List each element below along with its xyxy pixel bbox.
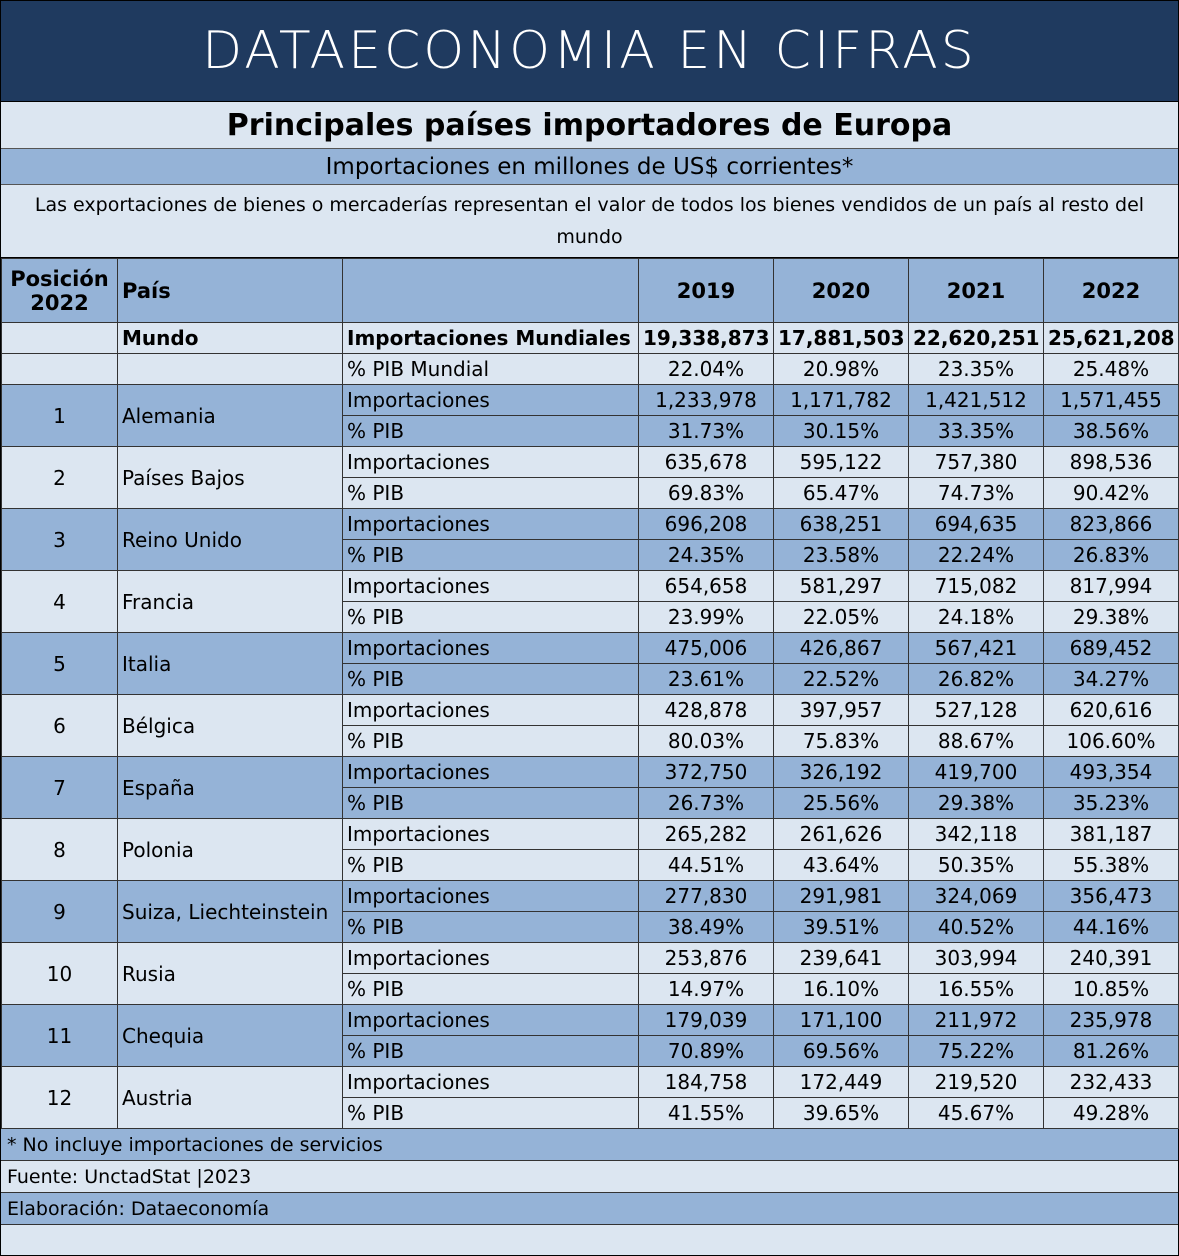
gdp-value: 75.83%: [774, 726, 909, 757]
gdp-label: % PIB: [343, 416, 639, 447]
imports-value: 898,536: [1044, 447, 1179, 478]
gdp-value: 30.15%: [774, 416, 909, 447]
gdp-label: % PIB: [343, 1036, 639, 1067]
gdp-value: 44.16%: [1044, 912, 1179, 943]
imports-value: 620,616: [1044, 695, 1179, 726]
imports-value: 324,069: [909, 881, 1044, 912]
gdp-value: 69.56%: [774, 1036, 909, 1067]
banner-title: DATAECONOMIA EN CIFRAS: [1, 1, 1178, 102]
country-position: 11: [2, 1005, 118, 1067]
imports-value: 493,354: [1044, 757, 1179, 788]
gdp-value: 23.58%: [774, 540, 909, 571]
imports-label: Importaciones: [343, 509, 639, 540]
gdp-value: 23.61%: [639, 664, 774, 695]
gdp-value: 14.97%: [639, 974, 774, 1005]
header-position-line1: Posición: [10, 266, 109, 291]
world-name-empty: [118, 354, 343, 385]
world-gdp-value: 25.48%: [1044, 354, 1179, 385]
imports-value: 694,635: [909, 509, 1044, 540]
country-imports-row: [2, 695, 1179, 726]
imports-value: 211,972: [909, 1005, 1044, 1036]
imports-value: 179,039: [639, 1005, 774, 1036]
header-position-line2: 2022: [30, 290, 89, 315]
gdp-label: % PIB: [343, 850, 639, 881]
gdp-value: 49.28%: [1044, 1098, 1179, 1129]
imports-value: 239,641: [774, 943, 909, 974]
gdp-value: 31.73%: [639, 416, 774, 447]
gdp-value: 16.10%: [774, 974, 909, 1005]
header-year: 2021: [909, 259, 1044, 323]
header-position: [2, 259, 118, 323]
world-gdp-row: [2, 354, 1179, 385]
country-position: 6: [2, 695, 118, 757]
country-position: 7: [2, 757, 118, 819]
gdp-value: 38.56%: [1044, 416, 1179, 447]
imports-label: Importaciones: [343, 943, 639, 974]
imports-value: 475,006: [639, 633, 774, 664]
imports-label: Importaciones: [343, 757, 639, 788]
imports-value: 277,830: [639, 881, 774, 912]
imports-value: 757,380: [909, 447, 1044, 478]
imports-value: 696,208: [639, 509, 774, 540]
world-imports-value: 25,621,208: [1044, 323, 1179, 354]
gdp-value: 10.85%: [1044, 974, 1179, 1005]
gdp-label: % PIB: [343, 478, 639, 509]
imports-value: 1,421,512: [909, 385, 1044, 416]
imports-value: 232,433: [1044, 1067, 1179, 1098]
gdp-value: 75.22%: [909, 1036, 1044, 1067]
gdp-value: 50.35%: [909, 850, 1044, 881]
gdp-label: % PIB: [343, 1098, 639, 1129]
gdp-value: 22.05%: [774, 602, 909, 633]
country-imports-row: [2, 757, 1179, 788]
world-position: [2, 323, 118, 354]
country-name: Chequia: [118, 1005, 343, 1067]
imports-value: 1,233,978: [639, 385, 774, 416]
country-imports-row: [2, 633, 1179, 664]
gdp-value: 26.82%: [909, 664, 1044, 695]
gdp-value: 43.64%: [774, 850, 909, 881]
imports-label: Importaciones: [343, 881, 639, 912]
country-name: Suiza, Liechteinstein: [118, 881, 343, 943]
imports-value: 326,192: [774, 757, 909, 788]
gdp-value: 81.26%: [1044, 1036, 1179, 1067]
gdp-label: % PIB: [343, 974, 639, 1005]
imports-value: 172,449: [774, 1067, 909, 1098]
gdp-value: 16.55%: [909, 974, 1044, 1005]
imports-value: 291,981: [774, 881, 909, 912]
imports-value: 381,187: [1044, 819, 1179, 850]
imports-value: 235,978: [1044, 1005, 1179, 1036]
country-imports-row: [2, 509, 1179, 540]
imports-label: Importaciones: [343, 633, 639, 664]
gdp-value: 39.51%: [774, 912, 909, 943]
gdp-value: 70.89%: [639, 1036, 774, 1067]
country-imports-row: [2, 819, 1179, 850]
country-name: España: [118, 757, 343, 819]
world-imports-value: 22,620,251: [909, 323, 1044, 354]
country-imports-row: [2, 1005, 1179, 1036]
world-gdp-value: 22.04%: [639, 354, 774, 385]
country-imports-row: [2, 385, 1179, 416]
gdp-value: 25.56%: [774, 788, 909, 819]
imports-label: Importaciones: [343, 695, 639, 726]
imports-value: 219,520: [909, 1067, 1044, 1098]
gdp-label: % PIB: [343, 788, 639, 819]
gdp-value: 65.47%: [774, 478, 909, 509]
country-name: Alemania: [118, 385, 343, 447]
imports-value: 527,128: [909, 695, 1044, 726]
table-description: Las exportaciones de bienes o mercaderías representan el valor de todos los bienes vendidos de un país al resto del mundo: [1, 185, 1178, 258]
imports-value: 303,994: [909, 943, 1044, 974]
world-name: Mundo: [118, 323, 343, 354]
country-position: 1: [2, 385, 118, 447]
imports-value: 428,878: [639, 695, 774, 726]
imports-value: 817,994: [1044, 571, 1179, 602]
gdp-value: 23.99%: [639, 602, 774, 633]
gdp-label: % PIB: [343, 664, 639, 695]
imports-value: 419,700: [909, 757, 1044, 788]
imports-label: Importaciones: [343, 385, 639, 416]
country-position: 10: [2, 943, 118, 1005]
imports-value: 581,297: [774, 571, 909, 602]
gdp-value: 26.83%: [1044, 540, 1179, 571]
gdp-value: 29.38%: [1044, 602, 1179, 633]
gdp-value: 74.73%: [909, 478, 1044, 509]
country-imports-row: [2, 447, 1179, 478]
country-position: 8: [2, 819, 118, 881]
country-imports-row: [2, 571, 1179, 602]
gdp-label: % PIB: [343, 726, 639, 757]
gdp-value: 69.83%: [639, 478, 774, 509]
world-imports-row: [2, 323, 1179, 354]
country-imports-row: [2, 1067, 1179, 1098]
country-name: Países Bajos: [118, 447, 343, 509]
gdp-label: % PIB: [343, 912, 639, 943]
header-year: 2020: [774, 259, 909, 323]
imports-value: 265,282: [639, 819, 774, 850]
world-position: [2, 354, 118, 385]
imports-value: 1,571,455: [1044, 385, 1179, 416]
gdp-value: 106.60%: [1044, 726, 1179, 757]
imports-value: 1,171,782: [774, 385, 909, 416]
world-imports-value: 19,338,873: [639, 323, 774, 354]
footer-credit: Elaboración: Dataeconomía: [1, 1193, 1178, 1225]
gdp-value: 26.73%: [639, 788, 774, 819]
country-name: Francia: [118, 571, 343, 633]
imports-value: 372,750: [639, 757, 774, 788]
imports-value: 253,876: [639, 943, 774, 974]
imports-value: 823,866: [1044, 509, 1179, 540]
gdp-value: 22.52%: [774, 664, 909, 695]
table-subtitle: Importaciones en millones de US$ corrientes*: [1, 149, 1178, 185]
imports-label: Importaciones: [343, 1005, 639, 1036]
gdp-value: 44.51%: [639, 850, 774, 881]
gdp-label: % PIB: [343, 602, 639, 633]
country-position: 9: [2, 881, 118, 943]
header-year: 2019: [639, 259, 774, 323]
country-position: 12: [2, 1067, 118, 1129]
country-position: 4: [2, 571, 118, 633]
gdp-value: 41.55%: [639, 1098, 774, 1129]
gdp-value: 45.67%: [909, 1098, 1044, 1129]
gdp-value: 35.23%: [1044, 788, 1179, 819]
footer-note: * No incluye importaciones de servicios: [1, 1129, 1178, 1161]
header-year: 2022: [1044, 259, 1179, 323]
gdp-value: 34.27%: [1044, 664, 1179, 695]
imports-value: 715,082: [909, 571, 1044, 602]
country-name: Rusia: [118, 943, 343, 1005]
gdp-value: 39.65%: [774, 1098, 909, 1129]
gdp-value: 55.38%: [1044, 850, 1179, 881]
imports-value: 595,122: [774, 447, 909, 478]
gdp-value: 38.49%: [639, 912, 774, 943]
world-imports-value: 17,881,503: [774, 323, 909, 354]
country-imports-row: [2, 943, 1179, 974]
world-gdp-value: 20.98%: [774, 354, 909, 385]
table-title: Principales países importadores de Europa: [1, 102, 1178, 149]
world-gdp-value: 23.35%: [909, 354, 1044, 385]
imports-label: Importaciones: [343, 447, 639, 478]
header-row: [2, 259, 1179, 323]
imports-value: 397,957: [774, 695, 909, 726]
gdp-value: 88.67%: [909, 726, 1044, 757]
gdp-value: 24.18%: [909, 602, 1044, 633]
country-position: 5: [2, 633, 118, 695]
gdp-value: 29.38%: [909, 788, 1044, 819]
imports-label: Importaciones: [343, 1067, 639, 1098]
imports-label: Importaciones: [343, 571, 639, 602]
imports-value: 171,100: [774, 1005, 909, 1036]
gdp-value: 90.42%: [1044, 478, 1179, 509]
footer-source: Fuente: UnctadStat |2023: [1, 1161, 1178, 1193]
country-imports-row: [2, 881, 1179, 912]
world-gdp-label: % PIB Mundial: [343, 354, 639, 385]
imports-table: [1, 258, 1179, 1129]
gdp-value: 40.52%: [909, 912, 1044, 943]
imports-value: 261,626: [774, 819, 909, 850]
imports-value: 426,867: [774, 633, 909, 664]
imports-value: 567,421: [909, 633, 1044, 664]
imports-value: 240,391: [1044, 943, 1179, 974]
imports-label: Importaciones: [343, 819, 639, 850]
country-position: 3: [2, 509, 118, 571]
imports-value: 356,473: [1044, 881, 1179, 912]
gdp-value: 80.03%: [639, 726, 774, 757]
header-indicator: [343, 259, 639, 323]
gdp-value: 33.35%: [909, 416, 1044, 447]
imports-value: 689,452: [1044, 633, 1179, 664]
imports-value: 654,658: [639, 571, 774, 602]
imports-value: 342,118: [909, 819, 1044, 850]
country-name: Austria: [118, 1067, 343, 1129]
gdp-value: 22.24%: [909, 540, 1044, 571]
header-country: País: [118, 259, 343, 323]
imports-value: 184,758: [639, 1067, 774, 1098]
country-name: Polonia: [118, 819, 343, 881]
gdp-label: % PIB: [343, 540, 639, 571]
country-name: Reino Unido: [118, 509, 343, 571]
country-name: Italia: [118, 633, 343, 695]
gdp-value: 24.35%: [639, 540, 774, 571]
imports-value: 635,678: [639, 447, 774, 478]
country-name: Bélgica: [118, 695, 343, 757]
imports-value: 638,251: [774, 509, 909, 540]
world-imports-label: Importaciones Mundiales: [343, 323, 639, 354]
country-position: 2: [2, 447, 118, 509]
